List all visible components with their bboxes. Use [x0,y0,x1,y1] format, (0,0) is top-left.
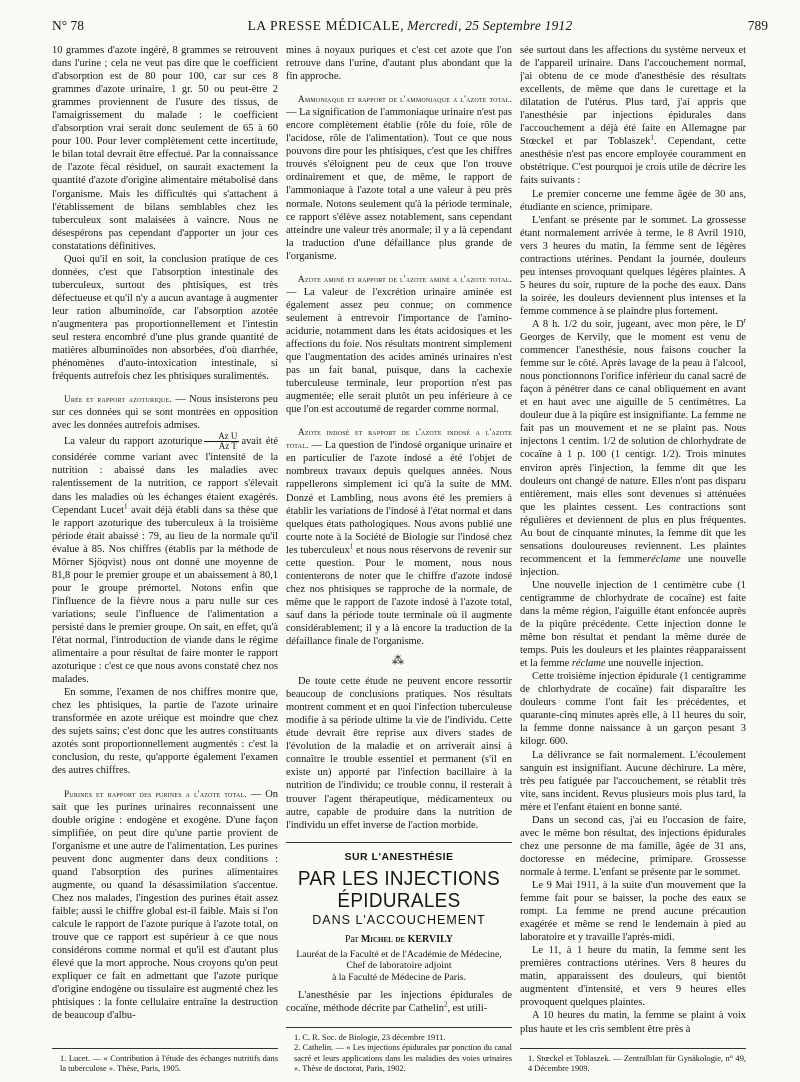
fraction-denominator: Az T [218,441,237,452]
footnote-divider [286,1027,512,1028]
footnote: 1. C. R. Soc. de Biologie, 23 décembre 1911. [294,1033,446,1043]
paragraph: mines à noyaux puriques et c'est cet azote que l'on retrouve dans l'urine, d'autant plus abondant que la fin approche. [286,45,512,83]
section-purines [52,788,278,1023]
text-run: A 8 h. 1/2 du soir, jugeant, avec mon père, le D [532,318,744,330]
section-text: — On sait que les purines urinaires reconnaissent une double origine : endogène et exogène. D'une façon simplifiée, on peut dire qu'une partie provient de l'organisme et une autre de l'alimentation. Les purines peuvent donc augmenter dans deux conditions : quand l'absorption des purines alimentaires augmente, ou quand la désassimilation s'accentue. Chez nos malades, l'ingestion des purines était assez faible; aussi le chiffre global est-il faible. Mais si l'on calcule le rapport de l'azote purique à l'azote total, on trouve que ce rapport est supérieur à ce que nous considérons comme normal et qu'il est d'autant plus élevé que la mort approche. Nous croyons qu'on peut expliquer ce fait en admettant que l'azote purique d'origine endogène ou tissulaire est augmenté chez les phtisiques : la fonte cellulaire entraîne la destruction de beaucoup d'albu- [52,788,278,1022]
journal-title [52,18,768,34]
footnote-ref: 1 [650,133,654,142]
paragraph: Quoi qu'il en soit, la conclusion pratique de ces données, c'est que l'absorption intestinale des tuberculeux, surtout des phtisiques, est très défectueuse et qu'il n'y a aucun avantage à augmenter leur ration albuminoïde, car l'absorption azotée n'augmentera pas proportionnellement et l'intestin seul restera encombré d'une plus grande quantité de matières albuminoïdes non absorbées, d'où diarrhée, phénomènes d'auto-intoxication intestinale, si fréquents autrefois chez les phtisiques suralimentés. [52,253,278,383]
footnotes [520,1041,746,1074]
page-number: 789 [747,18,768,33]
paragraph: Cette troisième injection épidurale (1 centigramme de chlorhydrate de cocaïne) fait disparaître les douleurs comme l'ont fait les précédentes, et quarante-cinq minutes après elle, à 11 heures du soir, la femme donne naissance à un garçon pesant 3 kilogr. 600. [520,671,746,748]
section-heading: Purines et rapport des purines a l'azote total. [64,788,247,799]
text-run: une nouvelle injection. [605,658,704,670]
article-kicker: SUR L'ANESTHÉSIE [344,850,454,863]
issue-date: , Mercredi, 25 Septembre 1912 [400,18,573,33]
affiliation-line: Lauréat de la Faculté et de l'Académie de Médecine, [296,948,502,960]
section-text: — La signification de l'ammoniaque urinaire n'est pas encore complètement établie (rôle du foie, rôle de l'acidose, rôle de l'alimentation). Tout ce que nous pouvons dire pour les phtisiques, c'est que les chiffres trouvés s'éloignent peu de ceux que l'on trouve ordinairement et que, de même, le rapport de l'ammoniaque à l'azote total a une valeur à peu près normale. Notons seulement qu'à la période terminale, ce rapport s'élève assez notablement, sans cependant atteindre une valeur très anormale; il y a là cependant la traduction d'une défaillance plus grande de l'organisme. [286,107,512,262]
paragraph [286,989,512,1015]
paragraph: L'enfant se présente par le sommet. La grossesse étant normalement arrivée à terme, le 8 Avril 1910, vers 3 heures du matin, la femme sent de légères contractions utérines. Pendant la journée, douleurs peu intenses provoquant quelques légères plaintes. A 5 heures du soir, rupture de la poche des eaux. Dans la soirée, les douleurs deviennent plus intenses et la femme commence à se plaindre plus fortement. [520,214,746,317]
text-run: Une nouvelle injection de 1 centimètre cube (1 centigramme de chlorhydrate de cocaïne) est faite dans la même région, l'aiguille étant enfoncée auprès de la piqûre précédente. Cette injection donne le même bon résultat et pendant la même durée de temps. Puis les douleurs et les plaintes réapparaissent et la femme [520,579,746,670]
section-uree [52,393,278,432]
paragraph: Dans un second cas, j'ai eu l'occasion de faire, avec le même bon résultat, des injections épidurales chez une personne de ma famille, âgée de 31 ans, doctoresse en médecine, primipare. Grossesse normale à terme. L'enfant se présente par le sommet. [520,814,746,878]
paragraph [520,579,746,670]
paragraph: A 10 heures du matin, la femme se plaint à voix plus haute et les cris semblent être près à [520,1010,746,1035]
journal-name: LA PRESSE MÉDICALE [247,18,401,33]
footnote: 1. Lucet. — « Contribution à l'étude des échanges nutritifs dans la tuberculose ». Thèse, Paris, 1905. [60,1053,278,1073]
superscript: r [743,316,746,325]
footnote: 1. Stœckel et Toblaszek. — Zentralblatt für Gynäkologie, n° 49, 4 Décembre 1909. [528,1053,746,1073]
column-3 [520,44,746,1074]
text-run: La valeur du rapport azoturique [64,436,203,448]
paragraph: Le 9 Mai 1911, à la suite d'un mouvement que la femme fait pour se baisser, la poche des eaux se rompt. La femme ne prend aucune précaution exagérée et même se rend le lendemain à pied au laboratoire et y travaille l'après-midi. [520,880,746,944]
page-header [52,14,768,36]
section-heading: Ammoniaque et rapport de l'ammoniaque a l'azote total. [298,94,512,105]
paragraph-rapport-azoturique [52,432,278,686]
section-text: et nous nous réservons de revenir sur cette question. Pour le moment, nous nous contenterons de noter que le chiffre d'azote indosé chez nos phtisiques se rapproche de la normale, de même que le rapport de l'azote indosé à l'azote total, sauf dans la période toute terminale où il augmente considérablement; il y a là encore la traduction de la défaillance finale de l'organisme. [286,544,512,648]
text-run: avait déjà établi dans sa thèse que le rapport azoturique des tuberculeux à la troisième période était abaissé : 79, au lieu de la normale qu'il évalue à 85. Nos chiffres (établis par la méthode de Mörner Sjöqvist) nous ont donné une moyenne de 81,8 pour le premier groupe et un abaissement à 80,1 pour le groupe prémortel. Notons enfin que l'influence de la fièvre nous a paru nulle sur ces variations; seule l'influence de l'alimentation a persisté dans le premier groupe. On sait, en effet, qu'à l'état normal, l'introduction de viande dans le régime alimentaire a pour résultat de faire monter le rapport azoturique : c'est ce que nous avons constaté chez nos malades. [52,504,278,686]
byline-prefix: Par [345,933,359,945]
affiliation-line: Chef de laboratoire adjoint [346,960,452,972]
footnotes [52,1041,278,1074]
paragraph: En somme, l'examen de nos chiffres montre que, chez les phtisiques, la partie de l'azote urinaire transformée en azote uréique est moindre que chez des sujets sains; c'est donc que les autres constituants azotés sont proportionnellement augmentés : c'est la conclusion, du reste, qu'apporte également l'examen des autres chiffres. [52,687,278,777]
section-azote-amine [286,273,512,417]
footnote-ref: 2 [443,1000,448,1009]
section-heading: Urée et rapport azoturique. [64,394,172,405]
footnote-divider [520,1048,746,1049]
section-ammoniaque [286,93,512,263]
text-run: avait été considérée comme variant avec l'intensité de la nutrition : abaissé dans les maladies avec ralentissement de la nutrition, ce rapport s'élevait dans les maladies où les échanges étaient exagérés. Cependant Lucet [52,436,278,516]
italic-word: réclame [647,553,681,565]
text-run: L'anesthésie par les injections épidurales de cocaïne, méthode décrite par Cathelin [286,990,512,1015]
section-text: — Nous insisterons peu sur ces données qui se sont montrées en opposition avec les données autrefois admises. [52,394,278,432]
paragraph: Le premier concerne une femme âgée de 30 ans, étudiante en science, primipare. [520,188,746,213]
footnotes [286,1020,512,1074]
paragraph: La délivrance se fait normalement. L'écoulement sanguin est insignifiant. Aucune déchirure. La mère, très peu fatiguée par l'accouchement, se rétablit très vite, sans incident. Revus plusieurs mois plus tard, la mère et l'enfant étaient en bonne santé. [520,749,746,813]
section-heading: Azote indosé et rapport de l'azote indosé a l'azote total. [286,427,512,451]
fraction-numerator: Az U [204,432,239,442]
affiliation-line: à la Faculté de Médecine de Paris. [331,971,467,983]
text-run: sée surtout dans les affections du système nerveux et de l'appareil urinaire. Dans l'accouchement normal, j'ai obtenu de ce mode d'anesthésie des résultats excellents, de même que dans le curettage et la dilatation de l'utérus. Plus tard, j'ai appris que l'anesthésie par injections épidurales dans l'accouchement a déjà été faite en Allemagne par Stœckel et par Toblaszek [520,45,746,148]
paragraph: De toute cette étude ne peuvent encore ressortir beaucoup de conclusions pratiques. Nos résultats montrent comment et en quoi l'infection tuberculeuse modifie à sa période ultime la vie de l'individu. Cette étude devrait être reprise aux divers stades de l'évolution de la maladie et on arriverait ainsi à connaître le trouble essentiel et permanent (s'il en existe un) apporté par l'infection bacillaire à la nutrition de l'individu; ce trouble connu, il resterait à trouver l'agent thérapeutique, médicamenteux ou autre, capable de produire dans la nutrition de l'individu un effet inverse de l'action morbide. [286,676,512,831]
section-text: — La valeur de l'excrétion urinaire aminée est également assez peu connue; on commence seulement à entrevoir l'importance de l'amino-acidurie, notamment dans les états acidosiques et les affections du foie. Nos résultats montrent simplement que l'augmentation des acides aminés urinaires n'est pas un fait banal, puisque, dans la cachexie tuberculeuse terminale, leur proportion n'est pas augmentée; elle serait plutôt un peu inférieure à ce que l'on est accoutumé de regarder comme normal. [286,286,512,416]
paragraph: 10 grammes d'azote ingéré, 8 grammes se retrouvent dans l'urine ; cela ne veut pas dire que le coefficient d'absorption est de 80 pour 100, car sur ces 8 grammes d'azote urinaire, 1 gr. 50 ou peut-être 2 grammes proviennent de l'usure des tissus, de l'amaigrissement du malade : le coefficient d'absorption vrai serait donc seulement de 65 à 60 pour 100. Pour lever complètement cette incertitude, le bilan total devrait être effectué. Par la connaissance de l'azote fécal résiduel, on saurait exactement la quantité d'azote d'origine alimentaire métabolisé dans l'organisme. Mais les difficultés qui s'attachent à l'établissement de bilans semblables chez les tuberculeux sont malaisées à vaincre. Nous ne désespérons pas cependant d'apporter un jour ces constatations définitives. [52,45,278,252]
text-run: . Cependant, cette anesthésie n'est pas encore employée couramment en obstétrique. C'est pourquoi je crois utile de décrire les faits suivants : [520,136,746,187]
footnote-divider [52,1048,278,1049]
italic-word: réclame [571,658,606,670]
asterism: ⁂ [392,653,406,668]
issue-number: N° 78 [52,18,85,33]
section-azote-indose [286,426,512,648]
footnote: 2. Cathelin. — « Les injections épidurales par ponction du canal sacré et leurs applications dans les maladies des voies urinaires ». Thèse de doctorat, Paris, 1902. [294,1043,512,1073]
section-heading: Azote aminé et rapport de l'azote aminé a l'azote total. [298,273,512,284]
fraction-azu-azt [204,432,239,451]
column-1 [52,44,278,1074]
article-title: PAR LES INJECTIONS ÉPIDURALES [297,866,501,912]
section-text: — La question de l'indosé organique urinaire et en particulier de l'azote indosé a été l'objet de nombreux travaux depuis quelques années. Nous rappellerons simplement ici qu'à la suite de MM. Donzé et Lambling, nous avons été les premiers à établir les variations de l'indosé à l'état normal et dans quelques états pathologiques. Nous avons publié une courte note à la Société de Biologie sur l'indosé chez les tuberculeux [286,440,512,556]
author-name: Michel de KERVILY [360,933,453,945]
paragraph: Le 11, à 1 heure du matin, la femme sent les premières contractions utérines. Vers 8 heures du matin, apparaissent des douleurs, qui bientôt augmentent d'intensité, et vers 9 heures elles provoquent quelques plaintes. [520,945,746,1009]
paragraph [520,44,746,188]
author-affiliation [286,949,512,984]
text-run: une nouvelle injection. [520,553,746,578]
text-run: Georges de Kervily, que le moment est venu de commencer l'anesthésie, nous faisons coucher la femme sur le côté. Après lavage de la peau à l'alcool, nous ponctionnons l'orifice inférieur du canal sacré de façon à pénétrer dans ce canal obliquement en avant et en haut avec une aiguille de 5 centimètres. La douleur due à la piqûre est insignifiante. La femme ne fait pas un mouvement et ne se plaint pas. Nous injectons 1 centim. 1/2 de solution de chlorhydrate de cocaïne à 1 p. 100 (1 centigr. 1/2). Trois minutes environ après l'injection, la femme dit que les douleurs ont changé de nature. Elles n'ont pas disparu entièrement, mais elles sont devenues si atténuées que les plaintes cessent. Les contractions sont régulières et deviennent de plus en plus fréquentes. Au bout de cinquante minutes, la femme dit que les sensations douloureuses reviennent. Les plaintes recommencent et la femme [520,332,746,565]
paragraph [520,318,746,579]
text-run: , est utili- [447,1003,488,1015]
article-subtitle: DANS L'ACCOUCHEMENT [312,912,486,927]
article-byline [286,933,512,946]
column-2 [286,44,512,1074]
article-heading [286,842,512,984]
footnote-ref: 1 [124,502,128,511]
footnote-ref: 1 [349,542,354,551]
